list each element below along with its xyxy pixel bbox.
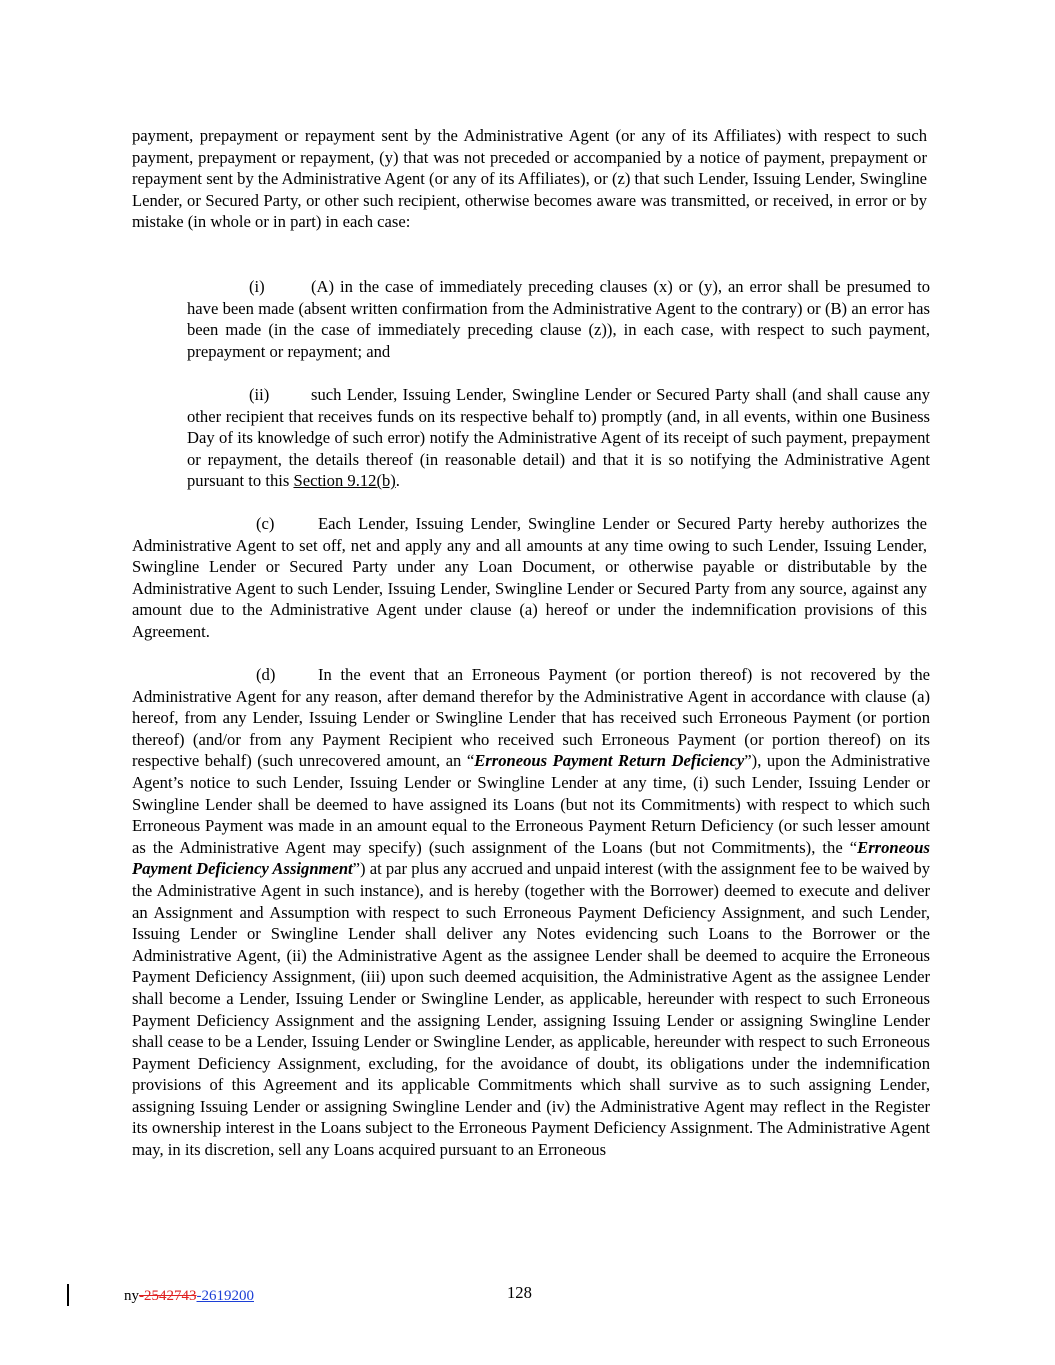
- clause-i: [187, 276, 930, 362]
- clause-ii: [187, 384, 930, 492]
- document-id-deleted: -2542743: [139, 1288, 197, 1304]
- document-id-inserted: -2619200: [196, 1288, 254, 1304]
- clause-i-label: (i): [249, 277, 265, 296]
- clause-d-label: (d): [256, 665, 276, 684]
- clause-d-text-1: In the event that an Erroneous Payment (or portion thereof) is not recovered by the Administrative Agent for any reason, after demand therefor by the Administrative Agent in accordance with clause (a) hereof, from any Lender, Issuing Lender or Swingline Lender that has received such Erroneous Payment (or portion thereof) (and/or from any Payment Recipient who received such Erroneous Payment (or portion thereof) on its respective behalf) (such unrecovered amount, an “: [132, 665, 930, 771]
- defined-term-deficiency-assignment: Erroneous Payment Deficiency Assignment: [132, 837, 930, 879]
- paragraph-continuation: payment, prepayment or repayment sent by the Administrative Agent (or any of its Affiliates) with respect to such payment, prepayment or repayment, (y) that was not preceded or accompanied by a notice of payment, prepayment or repayment sent by the Administrative Agent (or any of its Affiliates), or (z) that such Lender, Issuing Lender, Swingline Lender, or Secured Party, or other such recipient, otherwise becomes aware was transmitted, or received, in error or by mistake (in whole or in part) in each case:: [132, 126, 927, 232]
- section-reference-link[interactable]: Section 9.12(b): [293, 471, 396, 491]
- document-id: [124, 1286, 254, 1306]
- defined-term-return-deficiency: Erroneous Payment Return Deficiency: [474, 751, 745, 771]
- clause-ii-text: such Lender, Issuing Lender, Swingline Lender or Secured Party shall (and shall cause any other recipient that receives funds on its respective behalf to) promptly (and, in all events, within one Business Day of its knowledge of such error) notify the Administrative Agent of its receipt of such payment, prepayment or repayment, the details thereof (in reasonable detail) and that it is so notifying the Administrative Agent pursuant to this: [187, 385, 930, 491]
- clause-i-text: (A) in the case of immediately preceding clauses (x) or (y), an error shall be presumed to have been made (absent written confirmation from the Administrative Agent to the contrary) or (B) an error has been made (in the case of immediately preceding clause (z)), in each case, with respect to such payment, prepayment or repayment; and: [187, 277, 930, 361]
- clause-c-text: Each Lender, Issuing Lender, Swingline Lender or Secured Party hereby authorizes the Administrative Agent to set off, net and apply any and all amounts at any time owing to such Lender, Issuing Lender, Swingline Lender or Secured Party under any Loan Document, or otherwise payable or distributable by the Administrative Agent to such Lender, Issuing Lender, Swingline Lender or Secured Party from any source, against any amount due to the Administrative Agent under clause (a) hereof or under the indemnification provisions of this Agreement.: [132, 514, 927, 641]
- clause-ii-label: (ii): [249, 385, 270, 404]
- page-number: 128: [507, 1283, 532, 1302]
- document-id-prefix: ny: [124, 1288, 139, 1304]
- clause-d-text-3: ”) at par plus any accrued and unpaid interest (with the assignment fee to be waived by the Administrative Agent in such instance), and is hereby (together with the Borrower) deemed to execute and deliver an Assignment and Assumption with respect to such Erroneous Payment Deficiency Assignment, and such Lender, Issuing Lender or Swingline Lender shall deliver any Notes evidencing such Loans to the Borrower or the Administrative Agent, (ii) the Administrative Agent as the assignee Lender shall be deemed to acquire the Erroneous Payment Deficiency Assignment, (iii) upon such deemed acquisition, the Administrative Agent as the assignee Lender shall become a Lender, Issuing Lender or Swingline Lender, as applicable, hereunder with respect to such Erroneous Payment Deficiency Assignment and the assigning Lender, assigning Issuing Lender or assigning Swingline Lender shall cease to be a Lender, Issuing Lender or Swingline Lender, as applicable, hereunder with respect to such Erroneous Payment Deficiency Assignment, excluding, for the avoidance of doubt, its obligations under the indemnification provisions of this Agreement and its applicable Commitments which shall survive as to such assigning Lender, assigning Issuing Lender or assigning Swingline Lender and (iv) the Administrative Agent may reflect in the Register its ownership interest in the Loans subject to the Erroneous Payment Deficiency Assignment. The Administrative Agent may, in its discretion, sell any Loans acquired pursuant to an Erroneous: [132, 859, 930, 1160]
- clause-d-text-2: ”), upon the Administrative Agent’s notice to such Lender, Issuing Lender or Swingline Lender at any time, (i) such Lender, Issuing Lender or Swingline Lender shall be deemed to have assigned its Loans (but not its Commitments) with respect to which such Erroneous Payment was made in an amount equal to the Erroneous Payment Return Deficiency (or such lesser amount as the Administrative Agent may specify) (such assignment of the Loans (but not Commitments), the “: [132, 751, 930, 857]
- clause-c: [132, 513, 927, 643]
- clause-c-label: (c): [256, 514, 275, 533]
- clause-ii-end: .: [395, 471, 400, 491]
- change-bar: [67, 1284, 69, 1306]
- clause-d: [132, 664, 930, 1161]
